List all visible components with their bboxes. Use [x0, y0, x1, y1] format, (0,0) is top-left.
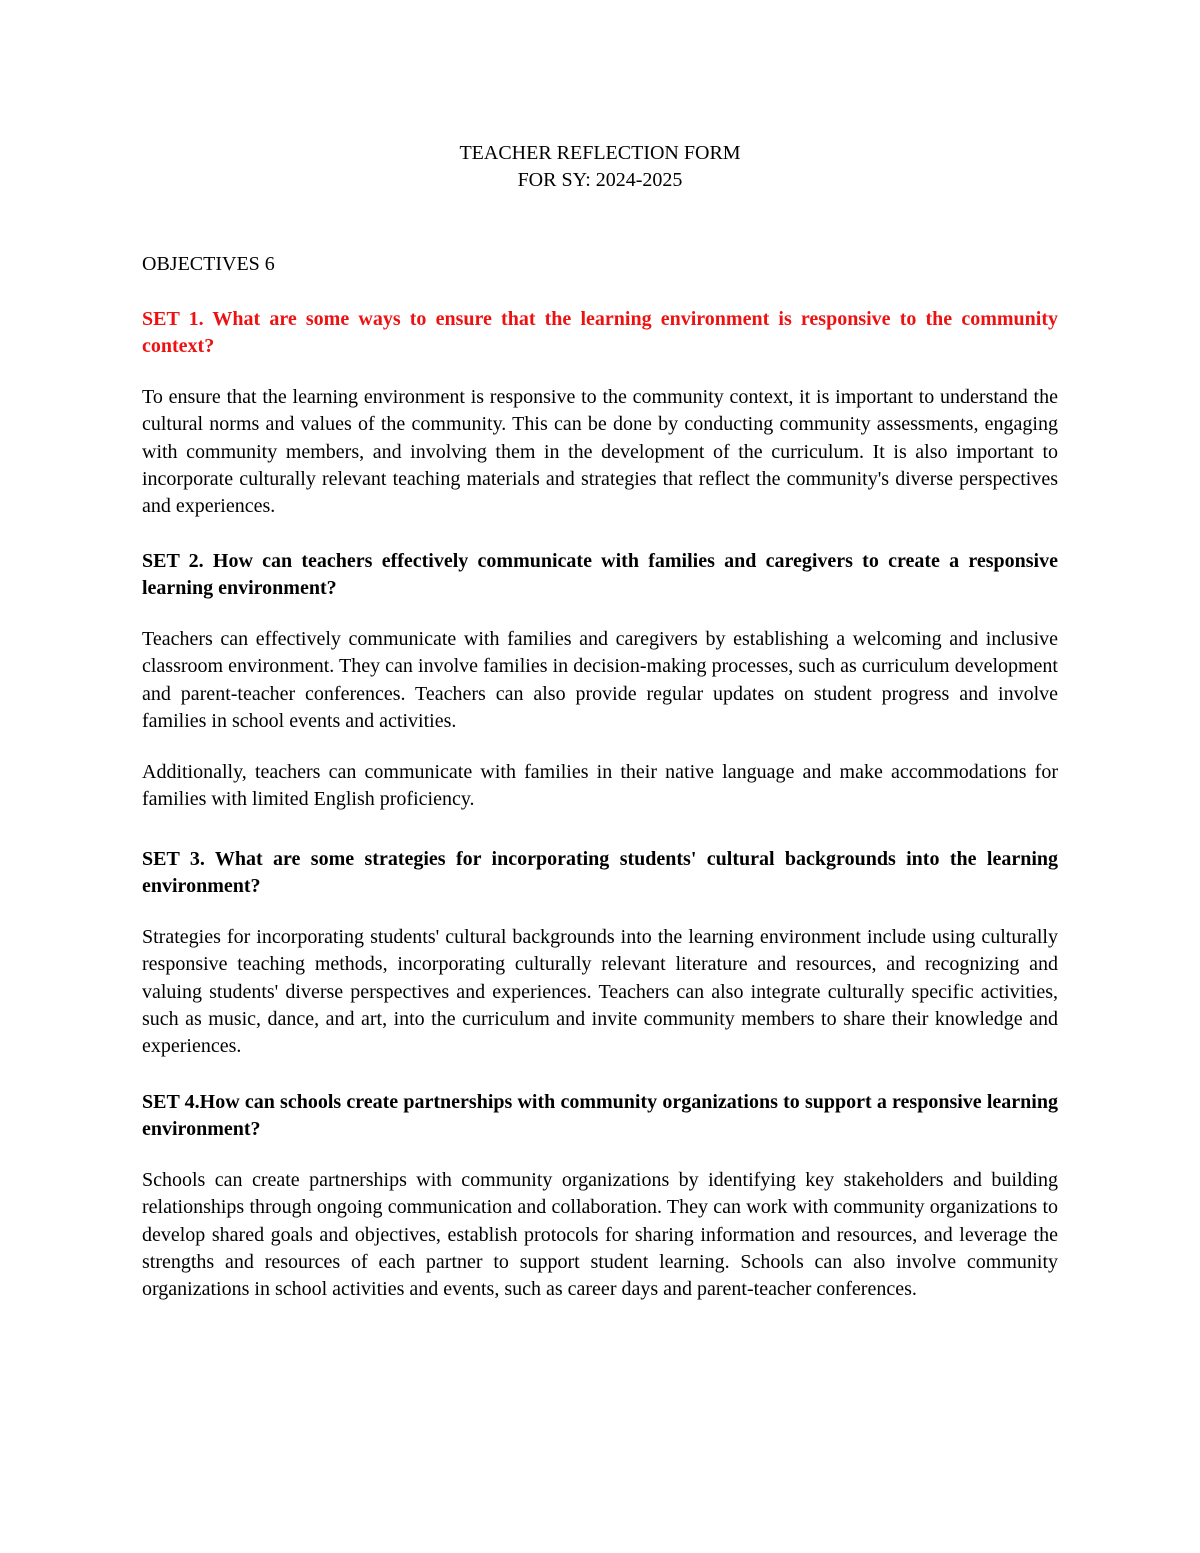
set-1-question: SET 1. What are some ways to ensure that the learning environment is responsive to the community context? — [142, 308, 1058, 357]
set-2-answer-1: Teachers can effectively communicate with families and caregivers by establishing a welcoming and inclusive classroom environment. They can involve families in decision-making processes, such as curriculum development and parent-teacher conferences. Teachers can also provide regular updates on student progress and involve families in school events and activities. — [142, 628, 1058, 732]
set-1-answer: To ensure that the learning environment is responsive to the community context, it is important to understand the cultural norms and values of the community. This can be done by conducting community assessments, engaging with community members, and involving them in the development of the curriculum. It is also important to incorporate culturally relevant teaching materials and strategies that reflect the community's diverse perspectives and experiences. — [142, 386, 1058, 518]
set-2-section — [142, 548, 1058, 814]
set-3-section — [142, 846, 1058, 1060]
objectives-label: OBJECTIVES 6 — [142, 253, 275, 275]
set-4-answer: Schools can create partnerships with community organizations by identifying key stakeholders and building relationships through ongoing communication and collaboration. They can work with community organizations to develop shared goals and objectives, establish protocols for sharing information and resources, and leverage the strengths and resources of each partner to support student learning. Schools can also involve community organizations in school activities and events, such as career days and parent-teacher conferences. — [142, 1169, 1058, 1301]
set-4-section — [142, 1089, 1058, 1303]
set-1-section — [142, 306, 1058, 520]
set-4-question: SET 4.How can schools create partnerships with community organizations to support a responsive learning environment? — [142, 1091, 1058, 1140]
set-2-answer-2: Additionally, teachers can communicate with families in their native language and make accommodations for families with limited English proficiency. — [142, 761, 1058, 811]
document-page — [142, 140, 1058, 1301]
title-line-1: TEACHER REFLECTION FORM — [459, 142, 741, 164]
set-3-question: SET 3. What are some strategies for incorporating students' cultural backgrounds into the learning environment? — [142, 848, 1058, 897]
set-3-answer: Strategies for incorporating students' cultural backgrounds into the learning environment include using culturally responsive teaching methods, incorporating culturally relevant literature and resources, and recognizing and valuing students' diverse perspectives and experiences. Teachers can also integrate culturally specific activities, such as music, dance, and art, into the curriculum and invite community members to share their knowledge and experiences. — [142, 926, 1058, 1058]
document-title — [142, 140, 1058, 194]
set-2-question: SET 2. How can teachers effectively communicate with families and caregivers to create a responsive learning environment? — [142, 550, 1058, 599]
title-line-2: FOR SY: 2024-2025 — [517, 169, 683, 191]
